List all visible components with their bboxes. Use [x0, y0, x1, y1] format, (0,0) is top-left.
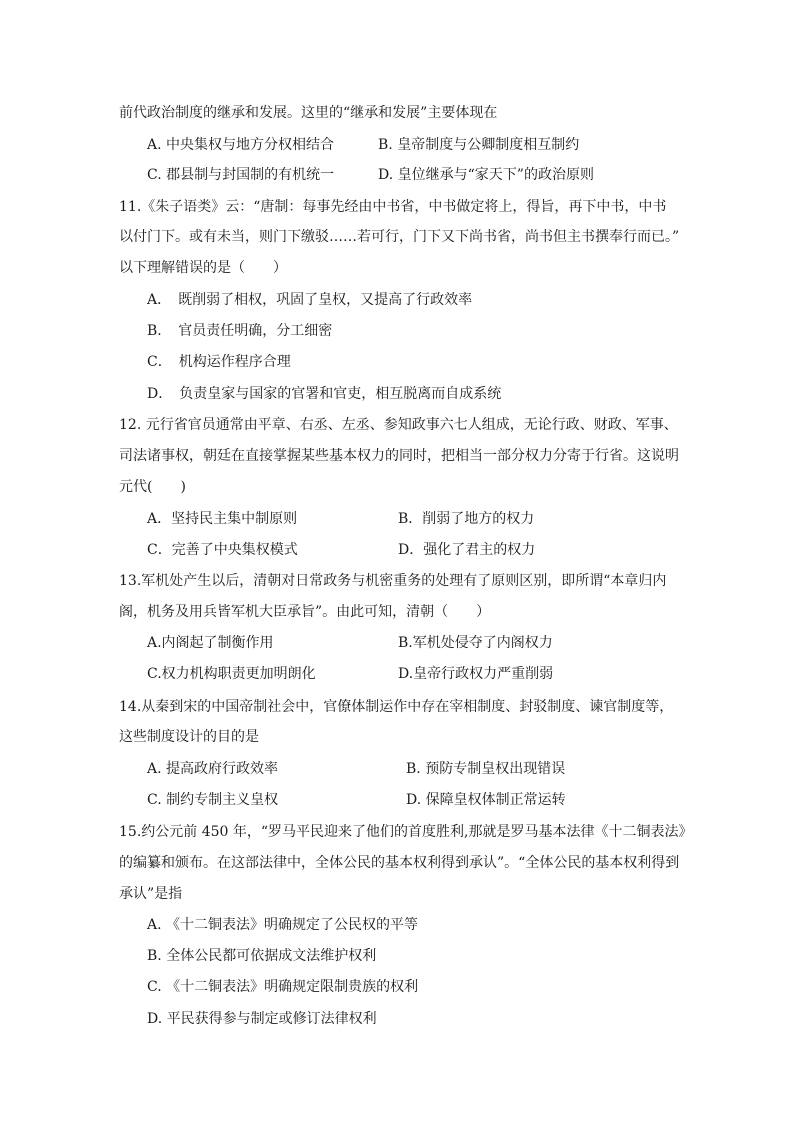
q13-option-c: C.权力机构职责更加明朗化	[147, 666, 316, 682]
q15-option-b: B. 全体公民都可依据成文法维护权利	[147, 948, 377, 964]
q11-stem-line2: 以付门下。或有未当，则门下缴驳……若可行，门下又下尚书省，尚书但主书撰奉行而已。”	[119, 229, 680, 245]
q11-option-a: A． 既削弱了相权，巩固了皇权，又提高了行政效率	[147, 292, 473, 308]
q13-option-b: B.军机处侵夺了内阁权力	[398, 635, 553, 651]
q14-stem-line2: 这些制度设计的目的是	[119, 729, 259, 745]
q14-stem-line1: 14.从秦到宋的中国帝制社会中，官僚体制运作中存在宰相制度、封驳制度、谏官制度等，	[119, 699, 674, 715]
q12-option-d: D．强化了君主的权力	[398, 542, 536, 558]
q12-option-b: B．削弱了地方的权力	[398, 511, 535, 527]
q15-stem-line2: 的编纂和颁布。在这部法律中，全体公民的基本权利得到承认”。“全体公民的基本权利得到	[119, 855, 680, 871]
q14-option-c: C. 制约专制主义皇权	[147, 792, 279, 808]
q11-stem-line3: 以下理解错误的是（ ）	[119, 260, 287, 276]
q10-option-c: C. 郡县制与封国制的有机统一	[147, 167, 335, 183]
q11-option-b: B． 官员责任明确，分工细密	[147, 323, 333, 339]
q13-option-a: A.内阁起了制衡作用	[147, 635, 274, 651]
q11-stem-line1: 11.《朱子语类》云：“唐制：每事先经由中书省，中书做定将上，得旨，再下中书，中书	[119, 199, 667, 215]
q11-option-d: D． 负责皇家与国家的官署和官吏，相互脱离而自成系统	[147, 386, 502, 402]
q12-stem-line2: 司法诸事权，朝廷在直接掌握某些基本权力的同时，把相当一部分权力分寄于行省。这说明	[119, 448, 679, 464]
q14-option-b: B. 预防专制皇权出现错误	[406, 761, 566, 777]
q12-stem-line1: 12. 元行省官员通常由平章、右丞、左丞、参知政事六七人组成，无论行政、财政、军事、	[119, 417, 678, 433]
q15-stem-line3: 承认”是指	[119, 886, 183, 902]
q15-stem-line1: 15.约公元前 450 年，“罗马平民迎来了他们的首度胜利,那就是罗马基本法律《十二铜表法》	[119, 824, 693, 840]
q15-option-c: C. 《十二铜表法》明确规定限制贵族的权利	[147, 979, 419, 995]
q12-option-a: A．坚持民主集中制原则	[147, 511, 298, 527]
q10-option-b: B. 皇帝制度与公卿制度相互制约	[378, 137, 580, 153]
q12-stem-line3: 元代( )	[119, 479, 186, 495]
q13-stem-line2: 阁，机务及用兵皆军机大臣承旨”。由此可知，清朝（ ）	[119, 604, 491, 620]
q14-option-d: D. 保障皇权体制正常运转	[406, 792, 566, 808]
q13-option-d: D.皇帝行政权力严重削弱	[398, 666, 554, 682]
q15-option-a: A. 《十二铜表法》明确规定了公民权的平等	[147, 917, 419, 933]
q10-option-d: D. 皇位继承与“家天下”的政治原则	[378, 167, 594, 183]
q12-option-c: C．完善了中央集权模式	[147, 542, 298, 558]
q13-stem-line1: 13.军机处产生以后，清朝对日常政务与机密重务的处理有了原则区别，即所谓“本章归内	[119, 573, 667, 589]
q10-stem-cont: 前代政治制度的继承和发展。这里的“继承和发展”主要体现在	[119, 105, 498, 121]
q14-option-a: A. 提高政府行政效率	[147, 761, 279, 777]
q15-option-d: D. 平民获得参与制定或修订法律权利	[147, 1011, 377, 1027]
q10-option-a: A. 中央集权与地方分权相结合	[147, 137, 335, 153]
q11-option-c: C． 机构运作程序合理	[147, 354, 291, 370]
